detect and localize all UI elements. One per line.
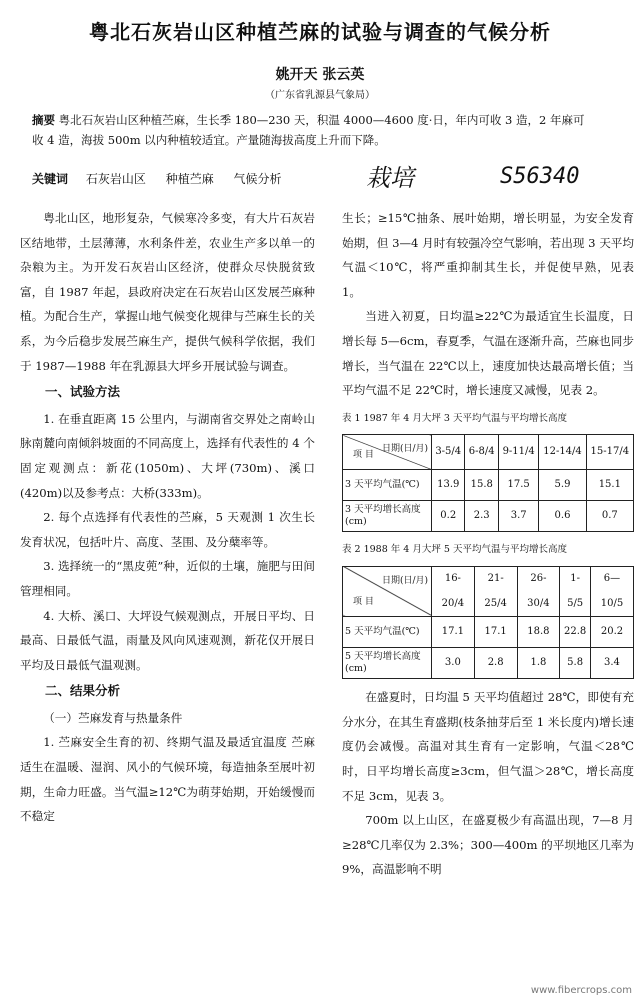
table-1 xyxy=(342,434,634,532)
keywords xyxy=(32,170,298,187)
table-col-header: 16-20/4 xyxy=(432,566,475,616)
table-col-header: 26-30/4 xyxy=(517,566,560,616)
abstract-text: 粤北石灰岩山区种植苎麻，生长季 180—230 天，积温 4000—4600 度·日，年内可收 3 造，2 年麻可收 4 造，海拔 500m 以内种植较适宜。产量随海拔高度上升而下降。 xyxy=(32,113,585,147)
table-col-header: 6-8/4 xyxy=(465,435,498,470)
header-item-label: 项 目 xyxy=(353,449,374,460)
table-cell: 17.5 xyxy=(498,470,538,501)
method-item: 4. 大桥、溪口、大坪设气候观测点，开展日平均、日最高、日最低气温，雨量及风向风速观测，新花仅开展日平均及日最低气温观测。 xyxy=(20,608,315,672)
method-item: 3. 选择统一的“黑皮蔸”种，近似的土壤，施肥与田间管理相同。 xyxy=(20,559,315,598)
table-cell: 13.9 xyxy=(432,470,465,501)
watermark: www.fibercrops.com xyxy=(530,985,632,996)
table-col-header: 12-14/4 xyxy=(539,435,586,470)
header-date-label: 日期(日/月) xyxy=(381,444,428,455)
left-column xyxy=(20,206,315,829)
table-row xyxy=(343,470,634,501)
paper-title: 粤北石灰岩山区种植苎麻的试验与调查的气候分析 xyxy=(89,20,551,44)
row-label: 3 天平均增长高度(cm) xyxy=(343,501,432,532)
abstract xyxy=(32,110,592,150)
table-cell: 5.8 xyxy=(560,648,591,679)
table-cell: 17.1 xyxy=(432,617,475,648)
table-cell: 0.2 xyxy=(432,501,465,532)
table-col-header: 15-17/4 xyxy=(586,435,633,470)
handwritten-code: S56340 xyxy=(500,164,580,189)
table-cell: 2.8 xyxy=(474,648,517,679)
intro-paragraph: 粤北山区，地形复杂，气候寒冷多变，有大片石灰岩区结地带，土层薄薄，水利条件差，农业生产多以单一的杂粮为主。为开发石灰岩山区经济，使群众尽快脱贫致富，自 1987 年起，县政府决定在石灰岩山区发展苎麻种植。为配合生产，掌握山地气候变化规律与苎麻生长的关系，为今后稳步发展苎麻生产，提供气候科学依据，我们于 1987—1988 年在乳源县大坪乡开展试验与调查。 xyxy=(20,211,315,373)
table-cell: 18.8 xyxy=(517,617,560,648)
table-cell: 20.2 xyxy=(590,617,633,648)
result-paragraph: 1. 苎麻安全生育的初、终期气温及最适宜温度 苎麻适生在温暖、湿润、风小的气候环境，每造抽条至展叶初期，生命力旺盛。当气温≥12℃为萌芽始期，开始缓慢而不稳定 xyxy=(20,735,315,824)
header-date-label: 日期(日/月) xyxy=(381,575,428,586)
keyword: 石灰岩山区 xyxy=(85,172,146,186)
row-label: 5 天平均增长高度(cm) xyxy=(343,648,432,679)
body-paragraph: 当进入初夏，日均温≥22℃为最适宜生长温度，日增长每 5—6cm，春夏季，气温在逐渐升高，苎麻也同步增长，当气温在 22℃以上，速度加快达最高增长值；当平均气温不足 22℃时，增长速度又减慢，见表 2。 xyxy=(342,309,634,398)
table-cell: 5.9 xyxy=(539,470,586,501)
body-paragraph: 在盛夏时，日均温 5 天平均值超过 28℃，即使有充分水分，在其生育盛期(枝条抽芽后至 1 米长度内)增长速度仍会减慢。高温对其生育有一定影响，气温＜28℃时，日平均增长高度≥3cm，但气温＞28℃，增长高度不足 3cm，见表 3。 xyxy=(342,690,634,803)
body-paragraph: 700m 以上山区，在盛夏极少有高温出现，7—8 月≥28℃几率仅为 2.3%；300—400m 的平坝地区几率为 9%，高温影响不明 xyxy=(342,813,634,877)
keyword: 气候分析 xyxy=(233,172,282,186)
table-cell: 3.0 xyxy=(432,648,475,679)
method-item: 2. 每个点选择有代表性的苎麻，5 天观测 1 次生长发育状况，包括叶片、高度、茎围、及分蘖率等。 xyxy=(20,510,315,549)
handwritten-note: 栽培 xyxy=(366,164,414,192)
table-col-header: 21-25/4 xyxy=(474,566,517,616)
table-cell: 0.7 xyxy=(586,501,633,532)
header-item-label: 项 目 xyxy=(353,596,374,607)
table-cell: 0.6 xyxy=(539,501,586,532)
table-cell: 22.8 xyxy=(560,617,591,648)
table-cell: 15.8 xyxy=(465,470,498,501)
table-col-header: 1-5/5 xyxy=(560,566,591,616)
table-cell: 2.3 xyxy=(465,501,498,532)
right-column xyxy=(342,206,634,882)
keyword: 种植苎麻 xyxy=(165,172,214,186)
table-1-caption: 表 1 1987 年 4 月大坪 3 天平均气温与平均增长高度 xyxy=(342,412,567,424)
authors: 姚开天 张云英 xyxy=(275,67,365,83)
subsection-heading: （一）苎麻发育与热量条件 xyxy=(43,710,183,725)
row-label: 5 天平均气温(℃) xyxy=(343,617,432,648)
table-row xyxy=(343,617,634,648)
table-cell: 15.1 xyxy=(586,470,633,501)
table-row xyxy=(343,648,634,679)
method-item: 1. 在垂直距离 15 公里内，与湖南省交界处之南岭山脉南麓向南倾斜坡面的不同高度上，选择有代表性的 4 个固定观测点：新花(1050m)、大坪(730m)、溪口(420m)以及参考点：大桥(333m)。 xyxy=(20,411,315,500)
table-row xyxy=(343,501,634,532)
row-label: 3 天平均气温(℃) xyxy=(343,470,432,501)
table-cell: 17.1 xyxy=(474,617,517,648)
table-cell: 1.8 xyxy=(517,648,560,679)
table-2-caption: 表 2 1988 年 4 月大坪 5 天平均气温与平均增长高度 xyxy=(342,544,567,556)
affiliation: （广东省乳源县气象局） xyxy=(265,90,375,101)
body-paragraph: 生长；≥15℃抽条、展叶始期，增长明显，为安全发育始期，但 3—4 月时有较强冷空气影响，若出现 3 天平均气温＜10℃，将严重抑制其生长，并促使早熟，见表 1。 xyxy=(342,211,634,299)
table-2 xyxy=(342,566,634,679)
table-header-cell xyxy=(343,435,432,470)
table-col-header: 9-11/4 xyxy=(498,435,538,470)
table-header-cell xyxy=(343,566,432,616)
table-cell: 3.4 xyxy=(590,648,633,679)
abstract-label: 摘要 xyxy=(32,113,55,127)
table-col-header: 6—10/5 xyxy=(590,566,633,616)
keywords-label: 关键词 xyxy=(32,172,69,186)
section-heading: 二、结果分析 xyxy=(45,683,121,699)
section-heading: 一、试验方法 xyxy=(45,384,121,400)
table-col-header: 3-5/4 xyxy=(432,435,465,470)
table-cell: 3.7 xyxy=(498,501,538,532)
